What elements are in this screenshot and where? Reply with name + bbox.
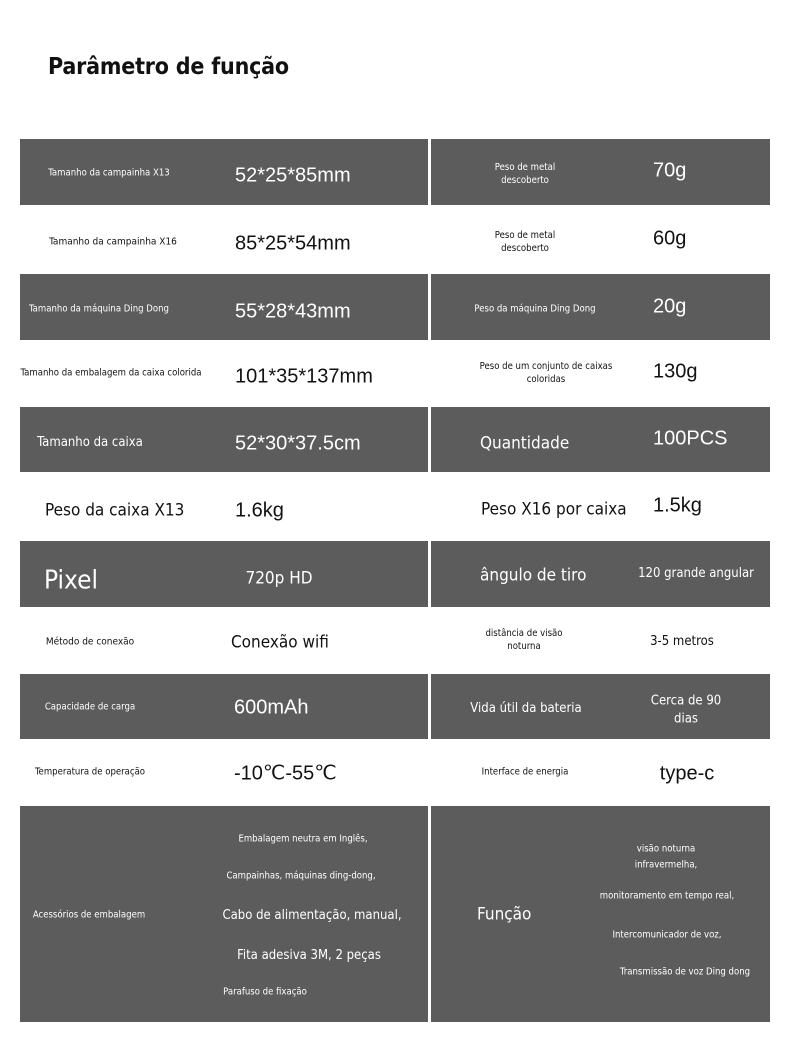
spec-label: Peso X16 por caixa <box>481 499 627 520</box>
spec-cell-right <box>431 474 770 539</box>
spec-cell-right <box>431 674 770 739</box>
spec-cell-right <box>431 274 770 340</box>
spec-label-line: Peso de um conjunto de caixas <box>479 361 613 373</box>
spec-value-line: dias <box>674 711 698 726</box>
spec-label-line: distância de visão <box>485 628 563 640</box>
spec-cell-left <box>20 609 428 672</box>
spec-cell-left <box>20 407 428 472</box>
spec-label-line: noturna <box>507 641 541 652</box>
spec-cell-left <box>20 741 428 804</box>
spec-label-line: Peso de metal <box>494 230 556 242</box>
spec-value: 55*28*43mm <box>235 300 351 323</box>
spec-label: Tamanho da campainha X13 <box>48 167 170 179</box>
spec-cell-right <box>431 207 770 272</box>
spec-label-line: Peso de metal <box>494 162 556 174</box>
spec-value: 20g <box>653 295 687 318</box>
spec-cell-right <box>431 609 770 672</box>
spec-value: Conexão wifi <box>231 632 329 653</box>
spec-value: 100PCS <box>653 427 728 450</box>
spec-cell-left <box>20 541 428 607</box>
function-cell <box>431 806 770 1022</box>
spec-value: 101*35*137mm <box>235 365 373 388</box>
spec-value: 70g <box>653 159 687 182</box>
spec-value: 600mAh <box>234 696 309 719</box>
spec-value: 85*25*54mm <box>235 232 351 255</box>
spec-label: Peso da caixa X13 <box>45 500 185 521</box>
spec-value: 52*30*37.5cm <box>235 432 361 455</box>
spec-label: Temperatura de operação <box>34 766 146 778</box>
spec-label <box>495 162 555 188</box>
function-item: visão noturna <box>636 843 696 855</box>
spec-label: Acessórios de embalagem <box>32 909 146 921</box>
spec-label: Vida útil da bateria <box>470 701 582 717</box>
spec-value: 3-5 metros <box>650 634 714 650</box>
spec-cell-right <box>431 139 770 205</box>
function-item: Intercomunicador de voz, <box>612 929 722 941</box>
accessory-item: Campainhas, máquinas ding-dong, <box>226 870 376 882</box>
packaging-accessories-cell <box>20 806 428 1022</box>
spec-label: Tamanho da embalagem da caixa colorida <box>20 367 202 379</box>
spec-label: Pixel <box>44 565 98 596</box>
spec-value: 130g <box>653 360 698 383</box>
spec-value-line: Cerca de 90 <box>650 693 722 709</box>
spec-label: Função <box>477 904 532 925</box>
spec-value: -10℃-55℃ <box>234 762 337 785</box>
spec-cell-right <box>431 407 770 472</box>
spec-value: 1.6kg <box>235 499 284 522</box>
function-item: Transmissão de voz Ding dong <box>619 966 751 978</box>
function-item: infravermelha, <box>634 859 698 871</box>
spec-value: type-c <box>659 762 715 785</box>
spec-value: 720p HD <box>245 568 313 589</box>
spec-label: ângulo de tiro <box>480 565 587 586</box>
accessory-item: Parafuso de fixação <box>223 986 307 998</box>
page-title: Parâmetro de função <box>48 54 289 80</box>
spec-value <box>651 692 721 727</box>
spec-value: 120 grande angular <box>638 566 754 582</box>
spec-label: Método de conexão <box>45 636 135 648</box>
spec-value: 1.5kg <box>653 494 702 517</box>
spec-label <box>485 628 562 654</box>
spec-label: Capacidade de carga <box>44 701 136 713</box>
spec-label: Tamanho da máquina Ding Dong <box>29 303 169 315</box>
spec-cell-left <box>20 474 428 539</box>
accessory-item: Embalagem neutra em Inglês, <box>238 833 368 845</box>
spec-cell-left <box>20 139 428 205</box>
spec-cell-left <box>20 674 428 739</box>
spec-label-line: descoberto <box>501 175 549 186</box>
spec-label: Interface de energia <box>481 766 569 778</box>
spec-cell-left <box>20 207 428 272</box>
spec-label: Quantidade <box>480 433 570 454</box>
accessory-item: Fita adesiva 3M, 2 peças <box>237 948 381 964</box>
spec-label <box>480 361 613 387</box>
function-item: monitoramento em tempo real, <box>599 890 735 902</box>
spec-cell-right <box>431 342 770 405</box>
spec-label-line: descoberto <box>501 243 549 254</box>
spec-cell-left <box>20 342 428 405</box>
accessory-item: Cabo de alimentação, manual, <box>222 908 402 924</box>
spec-label: Tamanho da caixa <box>37 435 143 451</box>
spec-label: Peso da máquina Ding Dong <box>474 303 596 315</box>
spec-cell-right <box>431 541 770 607</box>
spec-label-line: coloridas <box>526 374 566 385</box>
spec-value: 60g <box>653 227 687 250</box>
spec-label: Tamanho da campainha X16 <box>49 236 177 248</box>
spec-cell-right <box>431 741 770 804</box>
spec-label <box>495 230 555 256</box>
spec-value: 52*25*85mm <box>235 164 351 187</box>
spec-cell-left <box>20 274 428 340</box>
